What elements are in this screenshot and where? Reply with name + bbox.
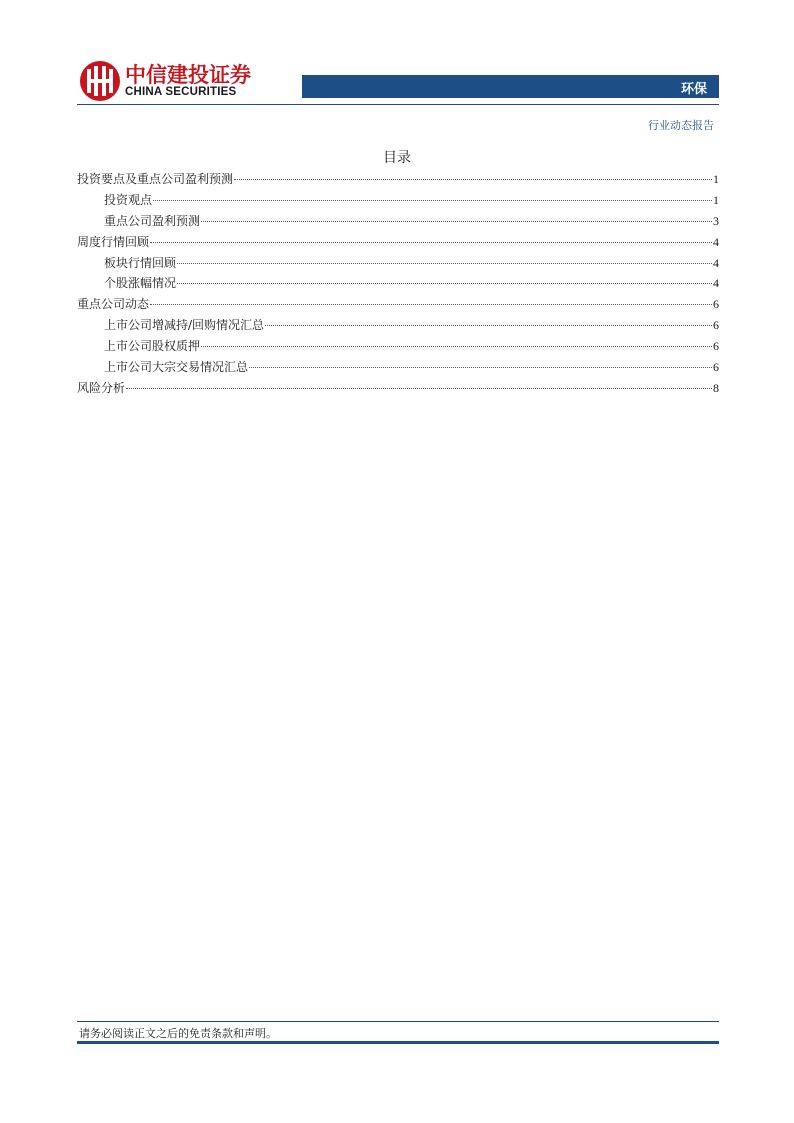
toc-title: 目录: [383, 150, 411, 166]
toc-leader-dots: [201, 345, 712, 347]
footer-bar: [77, 1041, 719, 1044]
toc-page-number[interactable]: 4: [713, 276, 719, 291]
toc-entry[interactable]: [77, 273, 719, 294]
toc-leader-dots: [249, 366, 712, 368]
toc-leader-dots: [177, 262, 712, 264]
toc-entry-title[interactable]: 周度行情回顾: [77, 234, 150, 249]
toc-page-number[interactable]: 3: [713, 213, 719, 228]
toc-entry[interactable]: [77, 169, 719, 190]
footer-divider: [77, 1021, 719, 1022]
toc-entry-title[interactable]: 重点公司盈利预测: [104, 213, 201, 228]
disclaimer-text: 请务必阅读正文之后的免责条款和声明。: [79, 1027, 277, 1040]
toc-entry[interactable]: [77, 315, 719, 336]
toc-entry-title[interactable]: 重点公司动态: [77, 297, 150, 312]
toc-entry-title[interactable]: 板块行情回顾: [104, 255, 177, 270]
toc-entry-title[interactable]: 个股涨幅情况: [104, 276, 177, 291]
toc-leader-dots: [150, 303, 712, 305]
toc-leader-dots: [234, 178, 712, 180]
logo-chinese-name: 中信建投证券: [125, 63, 251, 87]
toc-leader-dots: [265, 324, 712, 326]
logo-english-name: CHINA SECURITIES: [125, 86, 237, 98]
company-logo: [79, 60, 259, 102]
toc-leader-dots: [153, 199, 712, 201]
toc-entry-title[interactable]: 上市公司股权质押: [104, 339, 201, 354]
toc-page-number[interactable]: 6: [713, 360, 719, 375]
report-type-label: 行业动态报告: [648, 119, 714, 132]
toc-entry[interactable]: [77, 211, 719, 232]
toc-entry[interactable]: [77, 253, 719, 274]
sector-label: 环保: [680, 82, 707, 97]
toc-page-number[interactable]: 1: [713, 172, 719, 186]
toc-page-number[interactable]: 1: [713, 192, 719, 207]
toc-entry[interactable]: [77, 190, 719, 211]
toc-leader-dots: [150, 241, 712, 243]
toc-page-number[interactable]: 4: [713, 234, 719, 249]
toc-entry[interactable]: [77, 294, 719, 315]
toc-page-number[interactable]: 6: [713, 318, 719, 333]
toc-leader-dots: [177, 282, 712, 284]
toc-entry[interactable]: [77, 232, 719, 253]
toc-page-number[interactable]: 6: [713, 297, 719, 312]
toc-entry-title[interactable]: 上市公司大宗交易情况汇总: [104, 360, 249, 375]
toc-page-number[interactable]: 6: [713, 339, 719, 354]
toc-entry-title[interactable]: 投资要点及重点公司盈利预测: [77, 172, 234, 186]
toc-entry[interactable]: [77, 378, 719, 399]
toc-entry[interactable]: [77, 336, 719, 357]
toc-entry-title[interactable]: 投资观点: [104, 192, 153, 207]
toc-leader-dots: [126, 387, 712, 389]
toc-leader-dots: [201, 220, 712, 222]
toc-entry[interactable]: [77, 357, 719, 378]
toc-entry-title[interactable]: 风险分析: [77, 380, 126, 395]
china-securities-logo-icon: [79, 60, 121, 102]
toc-page-number[interactable]: 8: [713, 380, 719, 395]
toc-entry-title[interactable]: 上市公司增减持/回购情况汇总: [104, 318, 265, 333]
header-divider: [77, 104, 719, 105]
sector-banner: [302, 75, 719, 98]
table-of-contents: [77, 169, 719, 399]
toc-page-number[interactable]: 4: [713, 255, 719, 270]
